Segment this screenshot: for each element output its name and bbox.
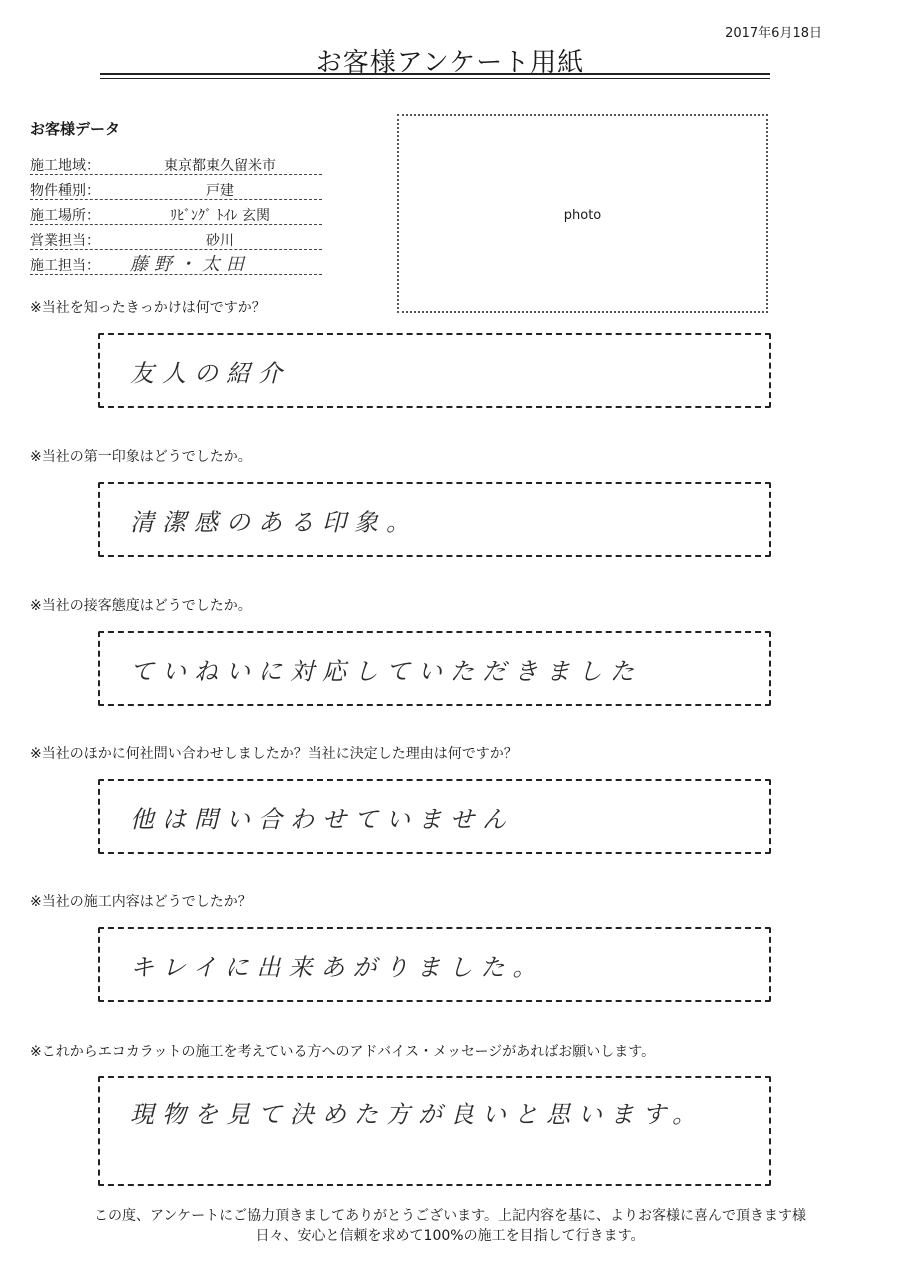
question-2: ※当社の第一印象はどうでしたか。 bbox=[30, 449, 252, 465]
question-4: ※当社のほかに何社問い合わせしましたか？当社に決定した理由は何ですか？ bbox=[30, 746, 518, 762]
row-value: 砂川 bbox=[206, 233, 234, 249]
answer-6: 現物を見て決めた方が良いと思います。 bbox=[130, 1100, 705, 1129]
row-label: 営業担当： bbox=[30, 233, 100, 249]
page-title: お客様アンケート用紙 bbox=[315, 48, 585, 78]
customer-row-sales-rep bbox=[30, 227, 322, 250]
row-value: 戸建 bbox=[206, 183, 234, 199]
answer-box-4 bbox=[98, 779, 771, 854]
row-value-handwritten: 藤野・太田 bbox=[130, 254, 250, 275]
answer-box-1 bbox=[98, 333, 771, 408]
answer-box-3 bbox=[98, 631, 771, 706]
question-1: ※当社を知ったきっかけは何ですか？ bbox=[30, 300, 266, 316]
row-value: ﾘﾋﾞﾝｸﾞ ﾄｲﾚ 玄関 bbox=[170, 208, 270, 224]
footer-line-1: この度、アンケートにご協力頂きましてありがとうございます。上記内容を基に、よりお客様に喜んで頂きます様 bbox=[93, 1208, 807, 1224]
answer-2: 清潔感のある印象。 bbox=[130, 508, 418, 536]
answer-4: 他は問い合わせていません bbox=[130, 805, 514, 833]
survey-date: 2017年6月18日 bbox=[725, 26, 822, 41]
footer-line-2: 日々、安心と信頼を求めて100%の施工を目指して行きます。 bbox=[255, 1228, 645, 1244]
customer-row-location bbox=[30, 202, 322, 225]
photo-placeholder bbox=[397, 114, 768, 313]
footer-message bbox=[0, 1206, 900, 1246]
answer-5: キレイに出来あがりました。 bbox=[130, 953, 545, 981]
answer-1: 友人の紹介 bbox=[130, 359, 290, 387]
title-underline-thin bbox=[100, 78, 770, 79]
question-6: ※これからエコカラットの施工を考えている方へのアドバイス・メッセージがあればお願いします。 bbox=[30, 1044, 656, 1060]
row-value: 東京都東久留米市 bbox=[164, 158, 276, 174]
answer-box-6 bbox=[98, 1076, 771, 1186]
customer-row-area bbox=[30, 152, 322, 175]
question-3: ※当社の接客態度はどうでしたか。 bbox=[30, 598, 252, 614]
row-label: 施工地域： bbox=[30, 158, 100, 174]
answer-box-5 bbox=[98, 927, 771, 1002]
customer-data-heading: お客様データ bbox=[30, 120, 121, 138]
customer-row-property-type bbox=[30, 177, 322, 200]
row-label: 施工場所： bbox=[30, 208, 100, 224]
row-label: 施工担当： bbox=[30, 258, 100, 274]
answer-box-2 bbox=[98, 482, 771, 557]
row-label: 物件種別： bbox=[30, 183, 100, 199]
photo-label: photo bbox=[563, 208, 602, 223]
customer-row-installer bbox=[30, 252, 322, 275]
title-underline bbox=[100, 73, 770, 75]
question-5: ※当社の施工内容はどうでしたか？ bbox=[30, 894, 252, 910]
answer-3: ていねいに対応していただきました bbox=[130, 657, 642, 685]
